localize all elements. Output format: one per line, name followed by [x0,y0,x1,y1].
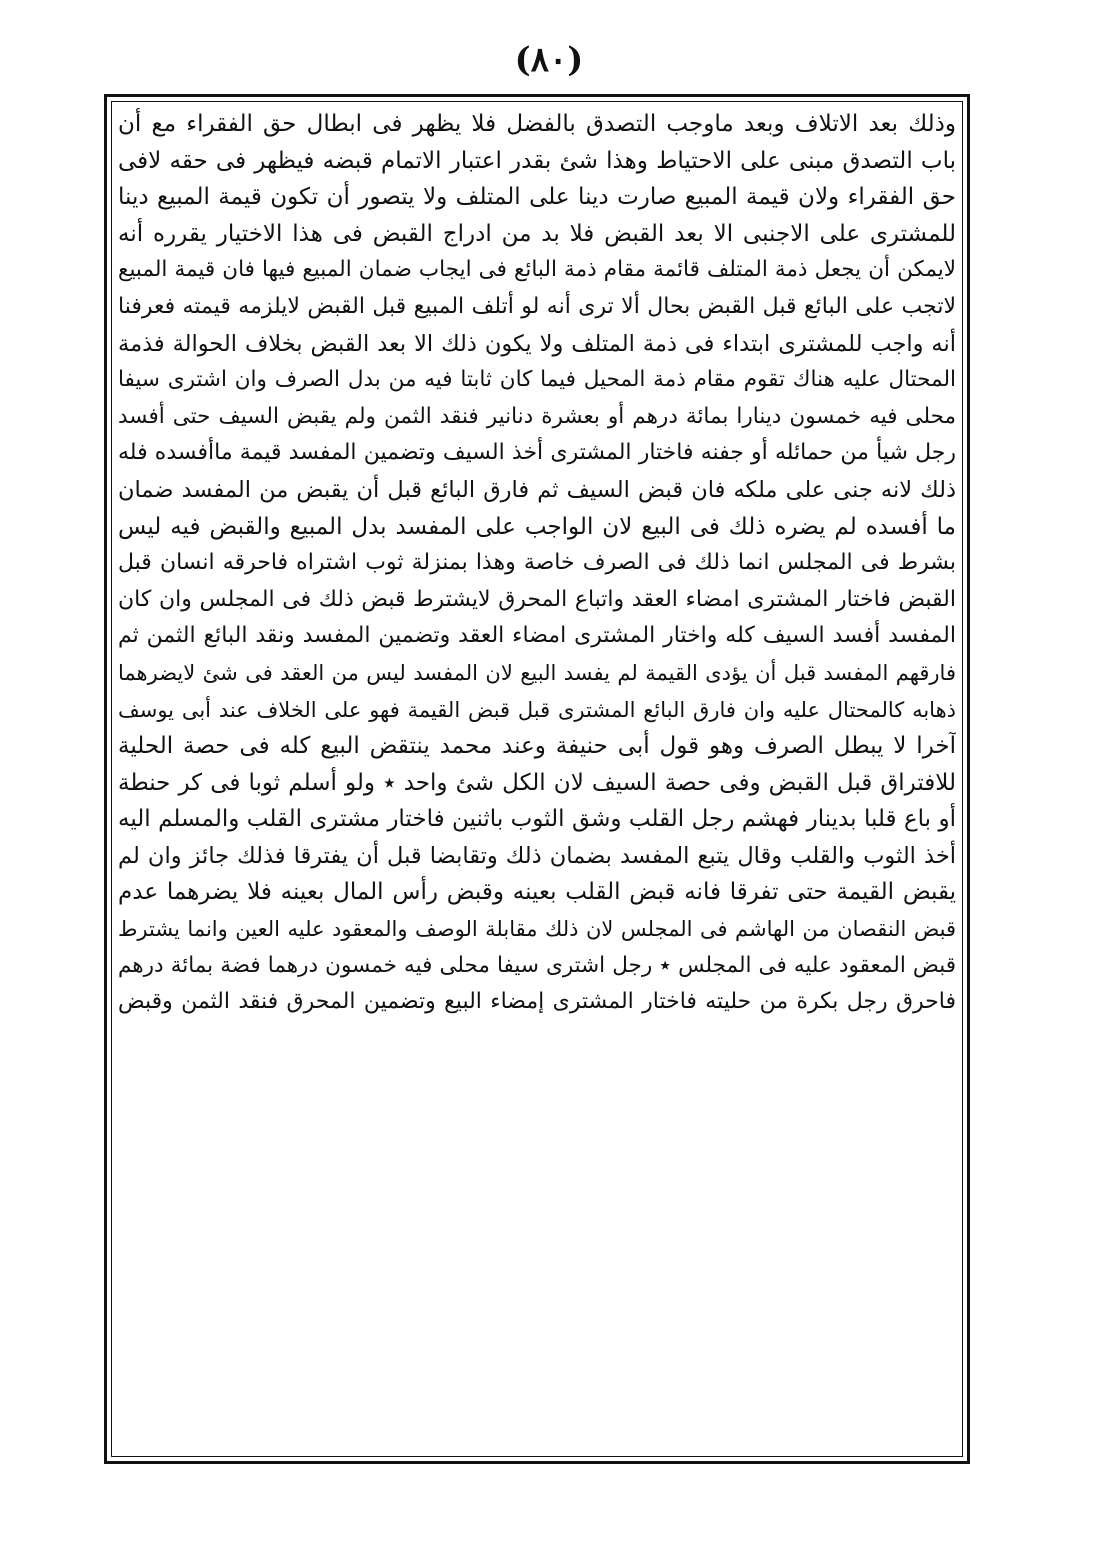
text-line: قبض المعقود عليه فى المجلس ٭ رجل اشترى سيفا محلى فيه خمسون درهما فضة بمائة درهم [118,952,956,978]
text-line: أخذ الثوب والقلب وقال يتبع المفسد بضمان ذلك وتقابضا قبل أن يفترقا فذلك جائز وان لم [118,842,956,869]
text-line: المفسد أفسد السيف كله واختار المشترى امضاء العقد وتضمين المفسد ونقد البائع الثمن ثم [118,623,956,649]
text-line: بشرط فى المجلس انما ذلك فى الصرف خاصة وهذا بمنزلة ثوب اشتراه فاحرقه انسان قبل [118,550,956,576]
text-line: وذلك بعد الاتلاف وبعد ماوجب التصدق بالفضل فلا يظهر فى ابطال حق الفقراء مع أن [118,111,956,137]
text-line: باب التصدق مبنى على الاحتياط وهذا شئ بقدر اعتبار الاتمام قبضه فيظهر فى حقه لافى [118,147,956,174]
text-line: ذلك لانه جنى على ملكه فان قبض السيف ثم فارق البائع قبل أن يقبض من المفسد ضمان [118,476,956,503]
text-line: للافتراق قبل القبض وفى حصة السيف لان الكل شئ واحد ٭ ولو أسلم ثوبا فى كر حنطة [118,769,956,796]
page-number: (٨٠) [514,40,584,80]
text-line: قبض النقصان من الهاشم فى المجلس لان ذلك مقابلة الوصف والمعقود عليه العين وانما يشترط [118,917,956,942]
text-line: القبض فاختار المشترى امضاء العقد واتباع المحرق لايشترط قبض ذلك فى المجلس وان كان [118,586,956,612]
text-line: حق الفقراء ولان قيمة المبيع صارت دينا على المتلف ولا يتصور أن تكون قيمة المبيع دينا [118,184,956,211]
text-line: لايمكن أن يجعل ذمة المتلف قائمة مقام ذمة البائع فى ايجاب ضمان المبيع فيها فان قيمة المبيع [118,257,956,283]
text-line: أو باع قلبا بدينار فهشم رجل القلب وشق الثوب باثنين فاختار مشترى القلب والمسلم اليه [118,806,956,833]
text-line: محلى فيه خمسون دينارا بمائة درهم أو بعشرة دنانير فنقد الثمن ولم يقبض السيف حتى أفسد [118,403,956,429]
text-line: للمشترى على الاجنبى الا بعد القبض فلا بد من ادراج القبض فى هذا الاختيار يقرره أنه [118,220,956,247]
text-line: آخرا لا يبطل الصرف وهو قول أبى حنيفة وعند محمد ينتقض البيع كله فى حصة الحلية [118,733,956,760]
text-line: أنه واجب للمشترى ابتداء فى ذمة المتلف ولا يكون ذلك الا بعد القبض بخلاف الحوالة فذمة [118,330,956,357]
text-line: فاحرق رجل بكرة من حليته فاختار المشترى إمضاء البيع وتضمين المحرق فنقد الثمن وقبض [118,989,956,1015]
text-line: فارقهم المفسد قبل أن يؤدى القيمة لم يفسد البيع لان المفسد ليس من العقد فى شئ لايضرهما [118,660,956,685]
text-body [118,106,956,1446]
text-line: يقبض القيمة حتى تفرقا فانه قبض القلب بعينه وقبض رأس المال بعينه فلا يضرهما عدم [118,879,956,906]
text-line: ذهابه كالمحتال عليه وان فارق البائع المشترى قبل قبض القيمة فهو على الخلاف عند أبى يوسف [118,697,956,722]
text-line: لاتجب على البائع قبل القبض بحال ألا ترى أنه لو أتلف المبيع قبل القبض لايلزمه قيمته فعرفنا [118,293,956,319]
text-line: ما أفسده لم يضره ذلك فى البيع لان الواجب على المفسد بدل المبيع والقبض فيه ليس [118,513,956,540]
text-line: رجل شيأ من حمائله أو جفنه فاختار المشترى أخذ السيف وتضمين المفسد قيمة ماأفسده فله [118,440,956,466]
text-line: المحتال عليه هناك تقوم مقام ذمة المحيل فيما كان ثابتا فيه من بدل الصرف وان اشترى سيفا [118,367,956,393]
